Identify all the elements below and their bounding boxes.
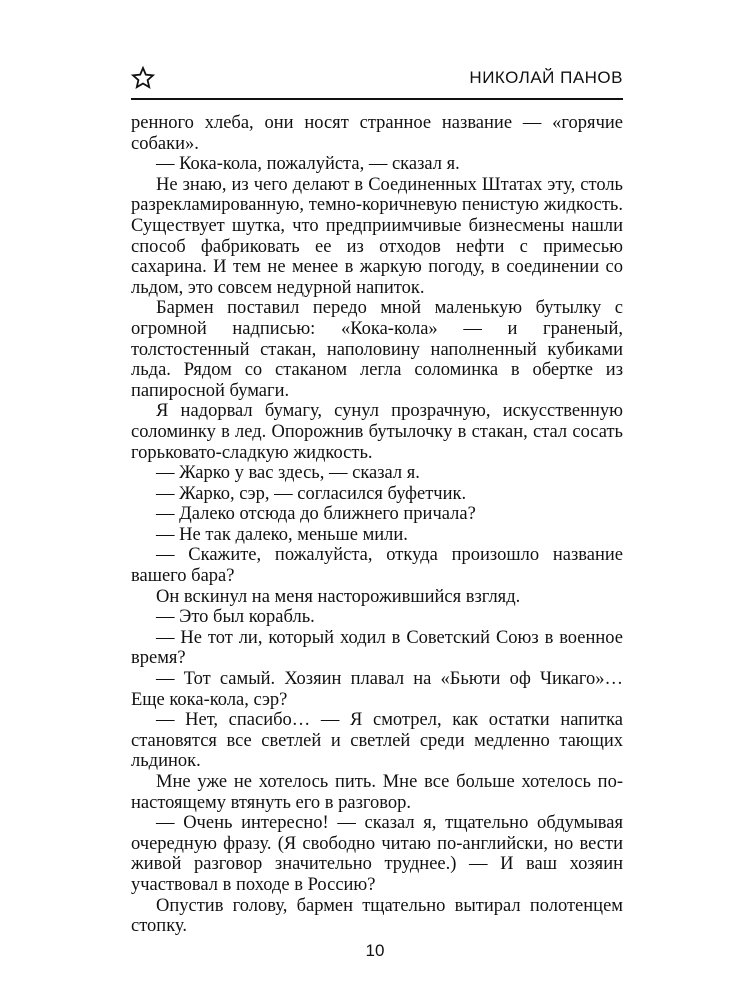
paragraph: Не знаю, из чего делают в Соединенных Штатах эту, столь разрекламированную, темно-коричневую пенистую жидкость. Существует шутка, что предприимчивые бизнесмены нашли способ фабриковать ее из отходов нефти с примесью сахарина. И тем не менее в жаркую погоду, в соединении со льдом, это совсем недурной напиток.: [131, 174, 623, 298]
body-text: [131, 113, 623, 937]
page-number: 10: [365, 941, 385, 960]
paragraph: Опустив голову, бармен тщательно вытирал полотенцем стопку.: [131, 895, 623, 937]
paragraph: — Кока-кола, пожалуйста, — сказал я.: [156, 154, 460, 175]
paragraph: Я надорвал бумагу, сунул прозрачную, искусственную соломинку в лед. Опорожнив бутылочку в стакан, стал сосать горьковато-сладкую жидкость.: [131, 401, 623, 463]
paragraph: — Очень интересно! — сказал я, тщательно обдумывая очередную фразу. (Я свободно читаю по-английски, но вести живой разговор значительно труднее.) — И ваш хозяин участвовал в походе в Россию?: [131, 813, 623, 895]
running-header: [131, 60, 623, 100]
paragraph: — Далеко отсюда до ближнего причала?: [156, 504, 476, 525]
paragraph: — Не тот ли, который ходил в Советский Союз в военное время?: [131, 627, 623, 669]
paragraph: — Жарко, сэр, — согласился буфетчик.: [156, 483, 467, 504]
paragraph: — Не так далеко, меньше мили.: [156, 524, 408, 545]
paragraph: — Нет, спасибо… — Я смотрел, как остатки напитка становятся все светлей и светлей среди медленно тающих льдинок.: [131, 710, 623, 772]
paragraph: — Это был корабль.: [156, 607, 315, 628]
paragraph: ренного хлеба, они носят странное название — «горячие собаки».: [131, 113, 623, 154]
paragraph: Он вскинул на меня насторожившийся взгляд.: [156, 586, 521, 607]
paragraph: — Тот самый. Хозяин плавал на «Бьюти оф Чикаго»… Еще кока-кола, сэр?: [131, 669, 623, 710]
star-outline-icon: [131, 66, 155, 90]
paragraph: — Жарко у вас здесь, — сказал я.: [156, 463, 420, 484]
author-name: НИКОЛАЙ ПАНОВ: [469, 68, 623, 87]
paragraph: — Скажите, пожалуйста, откуда произошло название вашего бара?: [131, 545, 623, 587]
paragraph: Бармен поставил передо мной маленькую бутылку с огромной надписью: «Кока-кола» — и граненый, толстостенный стакан, наполовину наполненный кубиками льда. Рядом со стаканом легла соломинка в обертке из папиросной бумаги.: [131, 298, 623, 401]
paragraph: Мне уже не хотелось пить. Мне все больше хотелось по-настоящему втянуть его в разговор.: [131, 772, 623, 813]
